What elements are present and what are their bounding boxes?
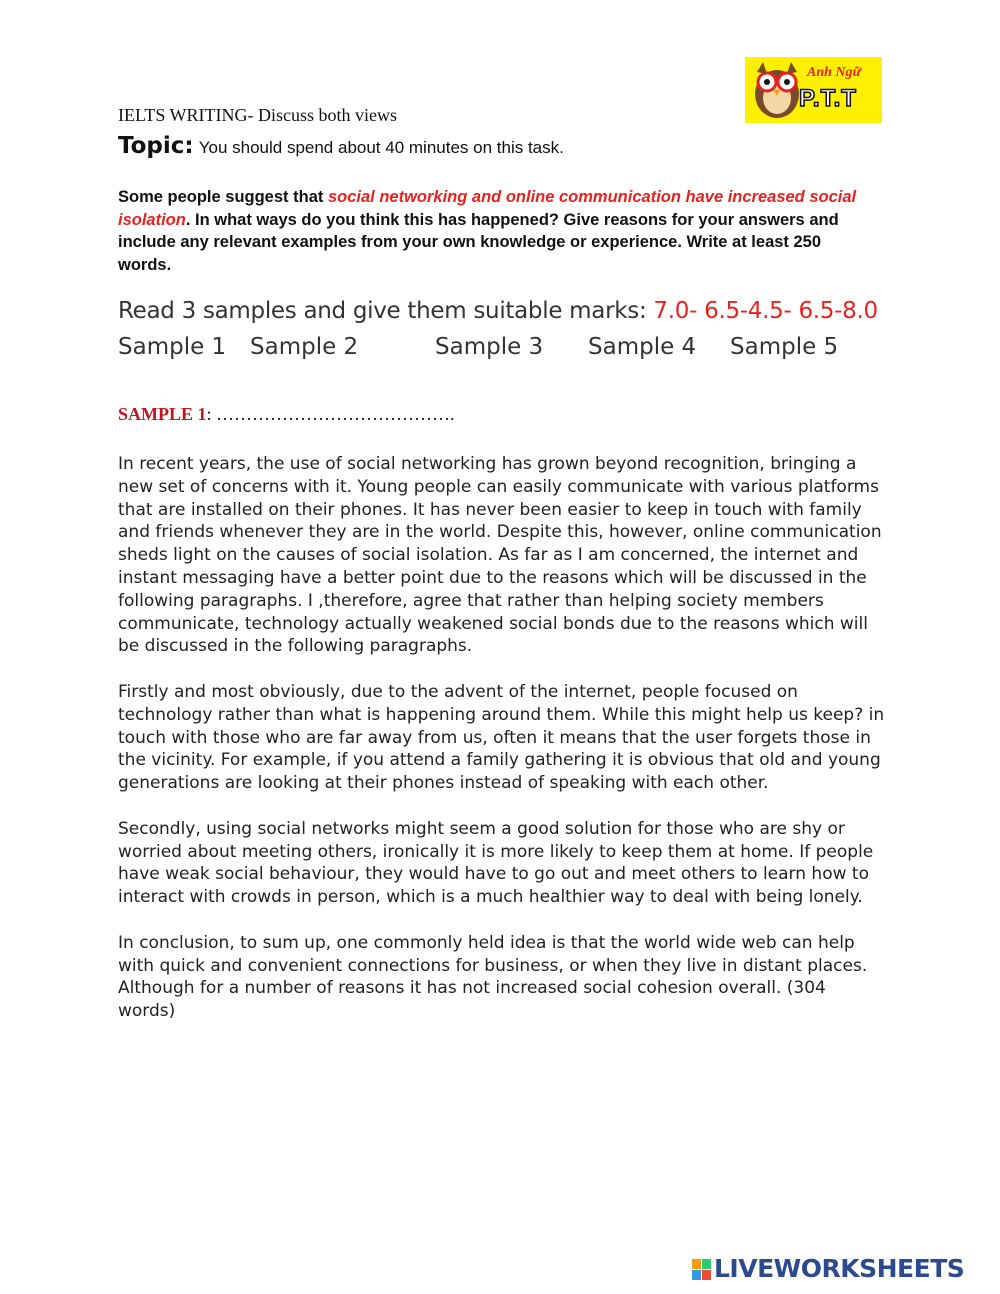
anh-ngu-ptt-logo xyxy=(745,57,882,123)
essay-paragraph-3: Secondly, using social networks might seem a good solution for those who are shy or worried about meeting others, ironically it is more likely to keep them at home. If people have weak social behaviour, they would have to go out and meet others to learn how to interact with crowds in person, which is a much healthier way to deal with being lonely. xyxy=(118,818,874,908)
owl-mascot-icon xyxy=(749,60,805,120)
marks-text: Read 3 samples and give them suitable marks: xyxy=(118,298,647,324)
samples-row xyxy=(118,334,878,368)
prompt-rest: . In what ways do you think this has happened? Give reasons for your answers and include any relevant examples from your own knowledge or experience. Write at least 250 words. xyxy=(118,210,839,274)
essay-body xyxy=(118,453,888,1046)
marks-instruction xyxy=(118,298,878,324)
logo-brand-bottom: P.T.T xyxy=(799,85,857,112)
task-prompt xyxy=(118,186,878,276)
topic-instruction: You should spend about 40 minutes on this task. xyxy=(198,138,564,157)
sample-heading-label: SAMPLE 1 xyxy=(118,404,207,424)
page-title: IELTS WRITING- Discuss both views xyxy=(118,105,397,125)
topic-line xyxy=(118,133,564,159)
sample-5-label: Sample 5 xyxy=(730,334,839,360)
essay-paragraph-2: Firstly and most obviously, due to the advent of the internet, people focused on technology rather than what is happening around them. While this might help us keep? in touch with those who are far away from us, often it means that the user forgets those in the vicinity. For example, if you attend a family gathering it is obvious that old and young generations are looking at their phones instead of speaking with each other. xyxy=(118,681,885,794)
essay-paragraph-4: In conclusion, to sum up, one commonly held idea is that the world wide web can help with quick and convenient connections for business, or when they live in distant places. Although for a number of reasons it has not increased social cohesion overall. (304 words) xyxy=(118,932,868,1022)
marks-values: 7.0- 6.5-4.5- 6.5-8.0 xyxy=(653,298,878,324)
sample-2-label: Sample 2 xyxy=(250,334,359,360)
liveworksheets-wordmark: LIVEWORKSHEETS xyxy=(714,1254,965,1283)
liveworksheets-logo xyxy=(692,1256,992,1284)
sample-1-heading xyxy=(118,404,455,425)
logo-brand-top: Anh Ngữ xyxy=(807,65,861,80)
liveworksheets-badge-icon xyxy=(692,1259,712,1281)
topic-label: Topic: xyxy=(118,133,194,159)
prompt-intro: Some people suggest that xyxy=(118,188,324,206)
sample-4-label: Sample 4 xyxy=(588,334,697,360)
sample-answer-blank: : …………………………………. xyxy=(206,404,455,424)
essay-paragraph-1: In recent years, the use of social networking has grown beyond recognition, bringing a new set of concerns with it. Young people can easily communicate with various platforms that are installed on their phones. It has never been easier to keep in touch with family and friends whenever they are in the world. Despite this, however, online communication sheds light on the causes of social isolation. As far as I am concerned, the internet and instant messaging have a better point due to the reasons which will be discussed in the following paragraphs. I ,therefore, agree that rather than helping society members communicate, technology actually weakened social bonds due to the reasons which will be discussed in the following paragraphs. xyxy=(118,454,882,657)
prompt-highlight: social networking and online communication have increased social isolation xyxy=(118,188,857,229)
sample-1-label: Sample 1 xyxy=(118,334,227,360)
sample-3-label: Sample 3 xyxy=(435,334,544,360)
